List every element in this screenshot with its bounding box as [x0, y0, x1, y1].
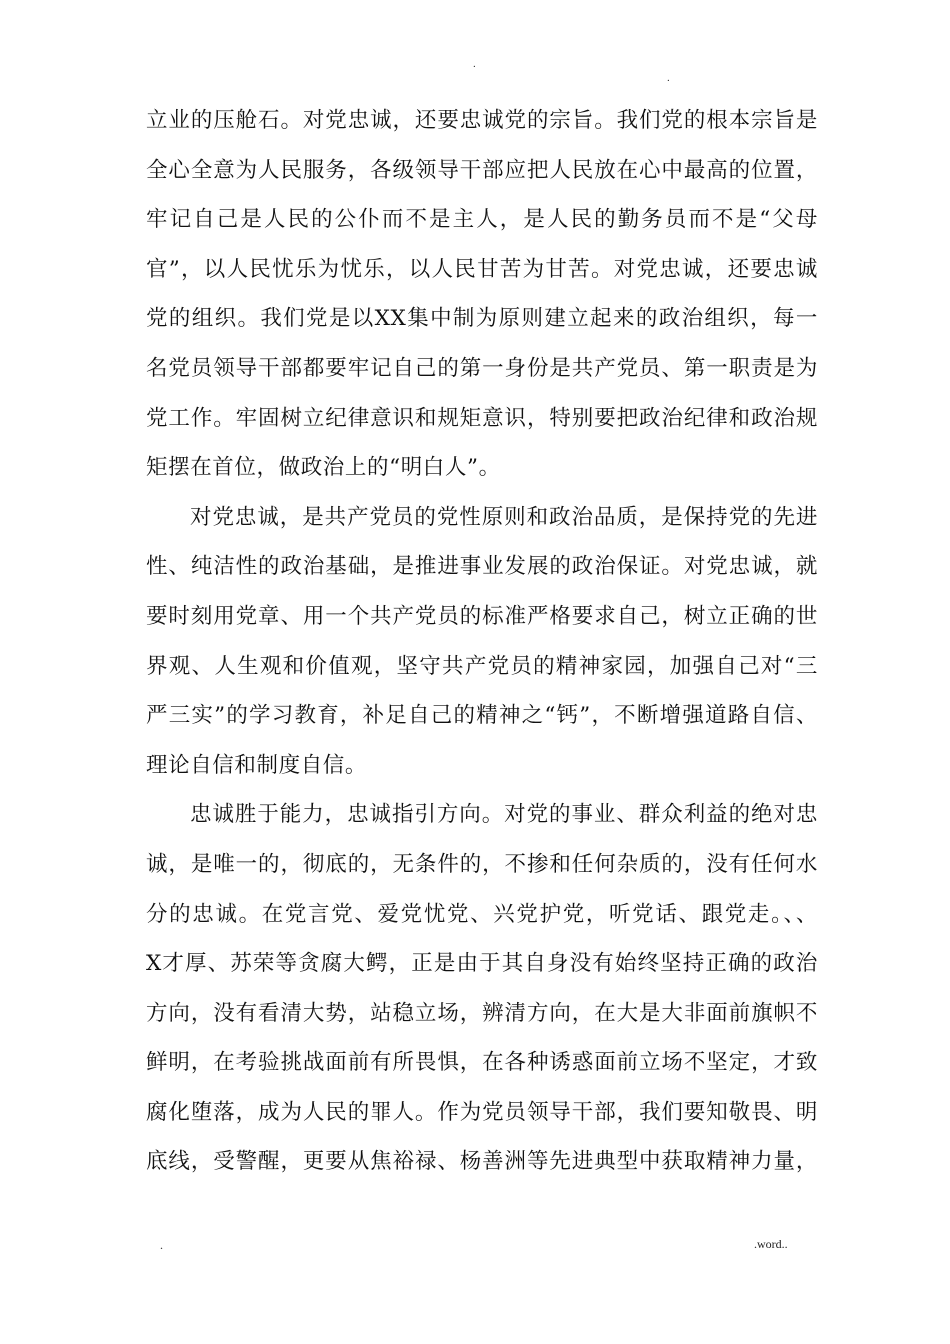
header-dot: .	[473, 58, 476, 70]
text-line: 立业的压舱石。对党忠诚，还要忠诚党的宗旨。我们党的根本宗旨是	[146, 108, 818, 133]
text-line: 鲜明，在考验挑战面前有所畏惧，在各种诱惑面前立场不坚定，才致	[146, 1050, 818, 1076]
text-line: 名党员领导干部都要牢记自己的第一身份是共产党员、第一职责是为	[146, 355, 818, 381]
text-line: 底线，受警醒，更要从焦裕禄、杨善洲等先进典型中获取精神力量，	[146, 1149, 818, 1175]
text-line: 官”，以人民忧乐为忧乐，以人民甘苦为甘苦。对党忠诚，还要忠诚	[146, 256, 818, 282]
paragraph	[146, 790, 818, 1187]
text-line: 要时刻用党章、用一个共产党员的标准严格要求自己，树立正确的世	[146, 603, 818, 629]
paragraph	[146, 493, 818, 791]
text-line: 忠诚胜于能力，忠诚指引方向。对党的事业、群众利益的绝对忠	[190, 802, 818, 828]
text-line: 腐化堕落，成为人民的罪人。作为党员领导干部，我们要知敬畏、明	[146, 1099, 818, 1125]
text-line: 对党忠诚，是共产党员的党性原则和政治品质，是保持党的先进	[190, 504, 818, 530]
text-line: 方向，没有看清大势，站稳立场，辨清方向，在大是大非面前旗帜不	[146, 1000, 818, 1026]
text-line: 界观、人生观和价值观，坚守共产党员的精神家园，加强自己对“三	[146, 653, 818, 679]
footer-dot: .	[160, 1238, 163, 1252]
text-line: 矩摆在首位，做政治上的“明白人”。	[146, 455, 501, 481]
text-line: X才厚、苏荣等贪腐大鳄，正是由于其自身没有始终坚持正确的政治	[146, 951, 818, 977]
text-line: 党的组织。我们党是以XX集中制为原则建立起来的政治组织，每一	[146, 306, 818, 332]
header-dot: .	[667, 72, 670, 84]
footer-label: .word..	[754, 1237, 788, 1251]
text-line: 性、纯洁性的政治基础，是推进事业发展的政治保证。对党忠诚，就	[146, 554, 818, 580]
text-line: 全心全意为人民服务，各级领导干部应把人民放在心中最高的位置，	[146, 157, 818, 183]
paragraph	[146, 96, 818, 493]
text-line: 党工作。牢固树立纪律意识和规矩意识，特别要把政治纪律和政治规	[146, 405, 818, 431]
text-line: 理论自信和制度自信。	[146, 752, 368, 778]
text-line: 严三实”的学习教育，补足自己的精神之“钙”，不断增强道路自信、	[146, 703, 818, 729]
text-line: 牢记自己是人民的公仆而不是主人，是人民的勤务员而不是“父母	[146, 207, 818, 233]
text-line: 诚，是唯一的，彻底的，无条件的，不掺和任何杂质的，没有任何水	[146, 851, 818, 877]
document-body	[146, 96, 818, 1187]
text-line: 分的忠诚。在党言党、爱党忧党、兴党护党，听党话、跟党走。、、	[146, 901, 818, 927]
